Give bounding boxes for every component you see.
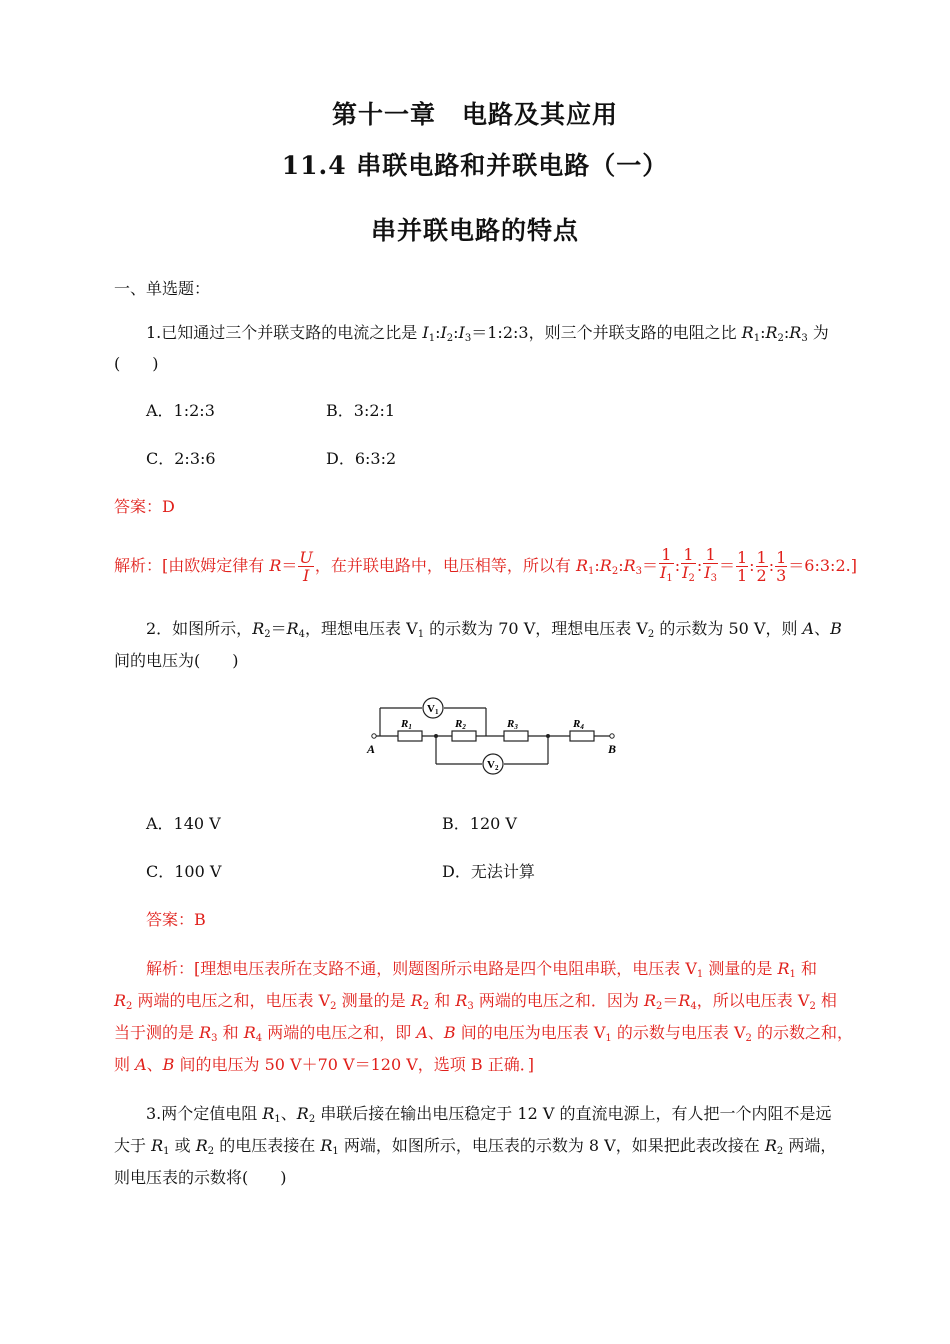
q1-option-c: C．2:3:6 bbox=[146, 449, 216, 468]
q1-analysis: 解析：[由欧姆定律有 R＝ $\frac{U}{I}$ ，在并联电路中，电压相等，所以有 $R_1:R_2:R_3=$ $\frac{1}{I_1}$ : $\frac{1}{I_2}$ : $\frac{1}{I_3}$ ＝ $\frac{1}{1}$ : $\frac{1}{2}$ : $\frac{1}{3}$ ＝6:3:2.] bbox=[114, 545, 857, 585]
chapter-title: 第十一章 电路及其应用 bbox=[331, 100, 618, 129]
q1-option-d: D．6:3:2 bbox=[326, 449, 397, 468]
q2-stem-line2: 间的电压为( ) bbox=[114, 651, 239, 670]
junction-dot bbox=[434, 734, 438, 738]
terminal-b-icon bbox=[610, 734, 614, 738]
q2-analysis-line3: 当于测的是 $R_3$ 和 $R_4$ 两端的电压之和，即 A、B 间的电压为电压表 $V_1$ 的示数与电压表 $V_2$ 的示数之和， bbox=[114, 1023, 853, 1044]
topic-title: 串并联电路的特点 bbox=[370, 216, 579, 245]
circuit-diagram-q2 bbox=[360, 692, 630, 782]
q2-option-d: D．无法计算 bbox=[442, 862, 535, 881]
resistor-r4 bbox=[570, 731, 594, 741]
q1-answer: 答案：D bbox=[114, 497, 175, 516]
q1-stem-line1: 1.已知通过三个并联支路的电流之比是 $I_1:I_2:I_3=1:2:3$，则三个并联支路的电阻之比 $R_1:R_2:R_3$ 为 bbox=[146, 323, 829, 344]
label-r3: R3 bbox=[507, 718, 518, 731]
label-r4: R4 bbox=[573, 718, 584, 731]
label-v1: V1 bbox=[427, 703, 439, 716]
resistor-r3 bbox=[504, 731, 528, 741]
q3-stem-line1: 3.两个定值电阻 $R_1$、$R_2$ 串联后接在输出电压稳定于 12 V 的直流电源上，有人把一个内阻不是远 bbox=[146, 1104, 832, 1125]
q2-analysis-line4: 则 A、B 间的电压为 50 V＋70 V＝120 V，选项 B 正确．] bbox=[114, 1055, 534, 1074]
q2-option-b: B．120 V bbox=[442, 814, 517, 833]
label-r1: R1 bbox=[401, 718, 412, 731]
q3-stem-line3: 则电压表的示数将( ) bbox=[114, 1168, 287, 1187]
q1-option-b: B．3:2:1 bbox=[326, 401, 396, 420]
q2-stem-line1: 2．如图所示，$R_2=R_4$，理想电压表 $V_1$ 的示数为 70 V，理想电压表 $V_2$ 的示数为 50 V，则 A、B bbox=[146, 619, 842, 640]
label-a: A bbox=[367, 742, 376, 756]
label-r2: R2 bbox=[455, 718, 466, 731]
label-v2: V2 bbox=[487, 759, 499, 772]
q2-analysis-line1: 解析：[理想电压表所在支路不通，则题图所示电路是四个电阻串联，电压表 $V_1$ 测量的是 $R_1$ 和 bbox=[146, 959, 817, 980]
q2-analysis-line2: $R_2$ 两端的电压之和，电压表 $V_2$ 测量的是 $R_2$ 和 $R_3$ 两端的电压之和．因为 $R_2=R_4$，所以电压表 $V_2$ 相 bbox=[114, 991, 837, 1012]
label-b: B bbox=[608, 742, 617, 756]
q1-option-a: A．1:2:3 bbox=[146, 401, 215, 420]
resistor-r2 bbox=[452, 731, 476, 741]
section-label: 一、单选题： bbox=[114, 279, 211, 298]
q2-option-c: C．100 V bbox=[146, 862, 222, 881]
junction-dot bbox=[546, 734, 550, 738]
terminal-a-icon bbox=[372, 734, 376, 738]
section-title: 11.4 串联电路和并联电路（一） bbox=[281, 151, 669, 180]
q2-answer: 答案：B bbox=[146, 910, 206, 929]
q1-blank: ( ) bbox=[114, 354, 159, 373]
q2-option-a: A．140 V bbox=[146, 814, 221, 833]
resistor-r1 bbox=[398, 731, 422, 741]
q3-stem-line2: 大于 $R_1$ 或 $R_2$ 的电压表接在 $R_1$ 两端，如图所示，电压表的示数为 8 V，如果把此表改接在 $R_2$ 两端， bbox=[114, 1136, 837, 1157]
